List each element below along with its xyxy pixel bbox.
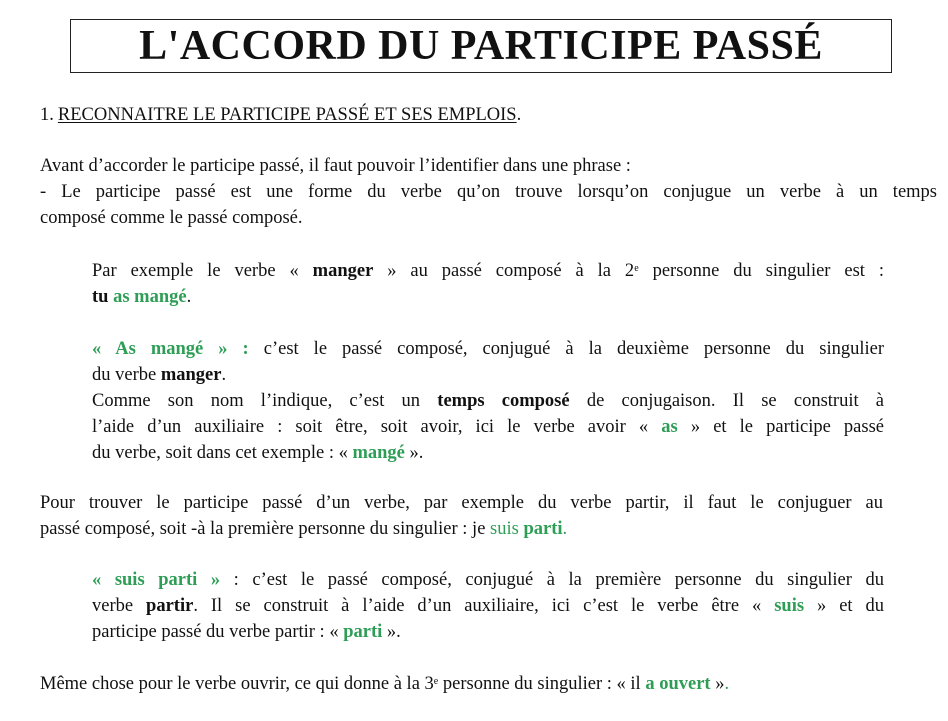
example-2-line-2: du verbe manger. <box>92 365 227 385</box>
paragraph-2 <box>40 490 883 542</box>
example-2-line-3: Comme son nom l’indique, c’est un temps composé de conjugaison. Il se construit à <box>92 391 885 411</box>
intro-paragraph <box>40 153 937 231</box>
intro-line-3: composé comme le passé composé. <box>40 208 303 228</box>
example-2 <box>92 336 884 466</box>
example-1-line-1: Par exemple le verbe « manger » au passé composé à la 2e personne du singulier est : <box>92 261 885 281</box>
title-box <box>70 19 892 73</box>
example-3-line-1: « suis parti » : c’est le passé composé, conjugué à la première personne du singulier du <box>92 570 884 590</box>
paragraph-3 <box>40 671 920 697</box>
paragraph-3-line-1: Même chose pour le verbe ouvrir, ce qui donne à la 3e personne du singulier : « il a ouvert ». <box>40 674 730 694</box>
paragraph-2-line-2: passé composé, soit -à la première personne du singulier : je suis parti. <box>40 519 568 539</box>
example-2-line-5: du verbe, soit dans cet exemple : « mangé ». <box>92 443 424 463</box>
intro-line-1: Avant d’accorder le participe passé, il faut pouvoir l’identifier dans une phrase : <box>40 156 631 176</box>
section-number: 1. <box>40 105 54 125</box>
section-heading-text: RECONNAITRE LE PARTICIPE PASSÉ ET SES EMPLOIS <box>57 105 517 125</box>
example-3-line-3: participe passé du verbe partir : « parti ». <box>92 622 401 642</box>
section-heading: 1. RECONNAITRE LE PARTICIPE PASSÉ ET SES EMPLOIS. <box>40 105 522 125</box>
intro-line-2: - Le participe passé est une forme du verbe qu’on trouve lorsqu’on conjugue un verbe à un temps <box>40 182 937 202</box>
example-2-line-4: l’aide d’un auxiliaire : soit être, soit avoir, ici le verbe avoir « as » et le participe passé <box>92 417 885 437</box>
example-1 <box>92 258 884 310</box>
example-1-line-2: tu as mangé. <box>92 287 192 307</box>
paragraph-2-line-1: Pour trouver le participe passé d’un verbe, par exemple du verbe partir, il faut le conjuguer au <box>40 493 883 513</box>
example-2-line-1: « As mangé » : c’est le passé composé, conjugué à la deuxième personne du singulier <box>92 339 884 359</box>
page-title: L'ACCORD DU PARTICIPE PASSÉ <box>139 23 823 69</box>
example-3 <box>92 567 884 645</box>
example-3-line-2: verbe partir. Il se construit à l’aide d’un auxiliaire, ici c’est le verbe être « suis » et du <box>92 596 884 616</box>
